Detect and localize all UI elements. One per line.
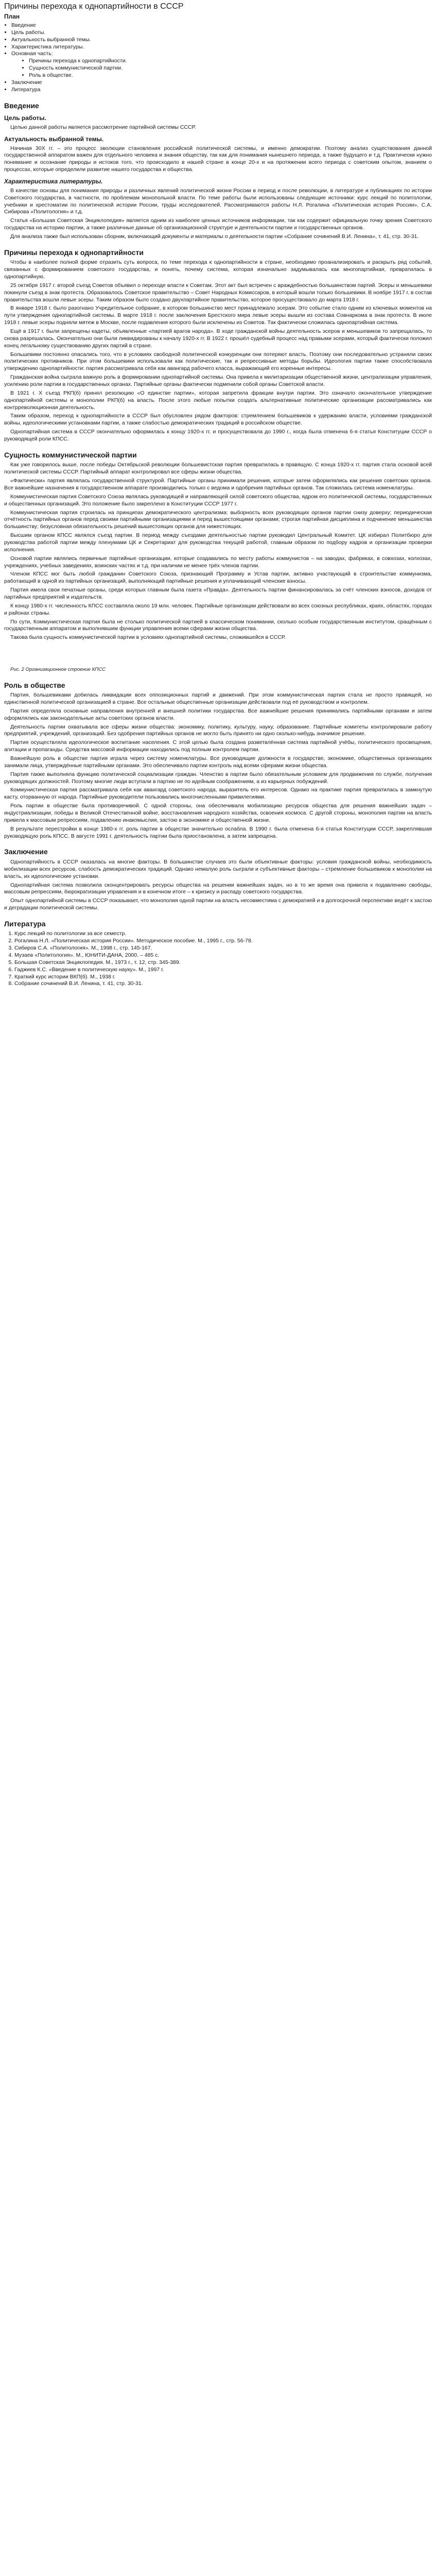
literature-item: 7. Краткий курс истории ВКП(б). М., 1938 г. — [14, 974, 432, 981]
role-paragraph: Роль партии в обществе была противоречивой. С одной стороны, она обеспечивала мобилизацию ресурсов общества для решения важнейших задач – индустриализации, победы в Великой Отечественной войне, восстановления народного хозяйства, освоения космоса. С другой стороны, монополия партии на власть привела к массовым репрессиям, подавлению инакомыслия, застою в экономике и общественной жизни. — [4, 803, 432, 823]
intro-heading: Введение — [4, 101, 39, 110]
literature-heading: Литература — [4, 919, 46, 928]
main-paragraph: Однопартийная система в СССР окончательно оформилась к концу 1920-х гг. и просуществовала до 1990 г., когда была отменена 6-я статья Конституции СССР о руководящей роли КПСС. — [4, 429, 432, 443]
role-paragraph: Партия также выполняла функцию политической социализации граждан. Членство в партии было обязательным условием для продвижения по службе, получения руководящих должностей. Поэтому многие люди вступали в партию не по идейным соображениям, а из карьерных побуждений. — [4, 771, 432, 785]
literature-item: 2. Рогалина Н.Л. «Политическая история России». Методическое пособие. М., 1995 г., стр. 56-78. — [14, 938, 432, 945]
plan-item: • Введение — [11, 22, 432, 29]
role-paragraph: Партия определяла основные направления внутренней и внешней политики государства. Все важнейшие решения принимались партийными органами и затем оформлялись как законодательные акты советских органов власти. — [4, 707, 432, 721]
role-heading: Роль в обществе — [4, 681, 65, 689]
literature-review-paragraph: В качестве основы для понимания природы и различных явлений политической жизни России в период и после революции, в литературе и публикациях по истории Советского государства, в частности, по проблемам монопольной власти. По теме работы были использованы следующие источники: курс лекций по политологии, учебники и хрестоматии по политической истории России, труды исследователей. Рассматриваются работы Н.Л. Рогалина «Политическая история России», С.А. Сибирова «Политология» и т.д. — [4, 187, 432, 215]
literature-item: 6. Гаджиев К.С. «Введение в политическую науку». М., 1997 г. — [14, 967, 432, 974]
main-section — [4, 259, 432, 443]
plan-item: • Характеристика литературы. — [11, 44, 432, 51]
literature-item: 5. Большая Советская Энциклопедия. М., 1973 г., т. 12, стр. 345-389. — [14, 959, 432, 967]
role-paragraph: Партия осуществляла идеологическое воспитание населения. С этой целью была создана разветвлённая система партийной учёбы, политического просвещения, агитации и пропаганды. Средства массовой информации находились под полным контролем партии. — [4, 739, 432, 753]
conclusion-paragraph: Однопартийность в СССР оказалась на многие факторы. В большинстве случаев это были объективные факторы: условия гражданской войны, необходимость мобилизации всех ресурсов, слабость демократических традиций. Однако немалую роль сыграли и субъективные факторы – стремление большевиков к монополии на власть, их идеологические установки. — [4, 858, 432, 879]
plan-item: • Актуальность выбранной темы. — [11, 37, 432, 44]
main-paragraph: Большевики постоянно опасались того, что в условиях свободной политической конкуренции они потеряют власть. Поэтому они последовательно устраняли своих политических противников. При этом большевики использовали как политические, так и репрессивные методы борьбы. Идеология партии также способствовала утверждению однопартийности: партия рассматривала себя как авангард рабочего класса, выражающий его коренные интересы. — [4, 351, 432, 372]
literature-item: 8. Собрание сочинений В.И. Ленина, т. 41, стр. 30-31. — [14, 980, 432, 988]
plan-item: • Заключение — [11, 79, 432, 87]
role-paragraph: Важнейшую роль в обществе партия играла через систему номенклатуры. Все руководящие должности в государстве, экономике, общественных организациях занимали лица, утверждённые партийными органами. Это обеспечивало партии контроль над всеми сферами жизни общества. — [4, 755, 432, 769]
essence-paragraph: Коммунистическая партия строилась на принципах демократического централизма: выборность всех руководящих органов партии снизу доверху; периодическая отчётность партийных органов перед своими партийными организациями и перед вышестоящими органами; строгая партийная дисциплина и подчинение меньшинства большинству; безусловная обязательность решений вышестоящих органов для нижестоящих. — [4, 509, 432, 530]
main-paragraph: Чтобы в наиболее полной форме отразить суть вопроса, по теме перехода к однопартийности в стране, необходимо проанализировать и раскрыть ряд событий, связанных с формированием советского государства, и понять, почему система, которая изначально задумывалась как многопартийная, превратилась в однопартийную. — [4, 259, 432, 280]
main-paragraph: 25 октября 1917 г. второй съезд Советов объявил о переходе власти к Советам. Этот акт был встречен с враждебностью большинством партий. Эсеры и меньшевики покинули съезд в знак протеста. Образовалось Советское правительство – Совет Народных Комиссаров, в который вошли только большевики. В ноябре 1917 г. в состав правительства вошли левые эсеры. Таким образом было создано двухпартийное правительство, которое просуществовало до марта 1918 г. — [4, 282, 432, 303]
relevance-text: Начиная 30Х гг. – это процесс эволюции становления российской политической системы, и именно демократии. Поэтому анализ существования данной государственной аппаратом важен для отдельного человека и знания обществу, так как для понимания нынешнего периода, а также будущего и т.д. Практически нужно понимание и осознание природы и истоков того, что происходило в нашей стране в конце 20-х и на протяжении всего периода с советским опытом, знанием о процессах, которые определили развитие нашего государства и общества. — [4, 145, 432, 173]
essence-heading: Сущность коммунистической партии — [4, 450, 137, 459]
literature-item: 3. Сибиров С.А. «Политология». М., 1998 г., стр. 145-167. — [14, 945, 432, 952]
role-paragraph: В результате перестройки в конце 1980-х гг. роль партии в обществе значительно ослабла. В 1990 г. была отменена 6-я статья Конституции СССР, закреплявшая руководящую роль КПСС. В августе 1991 г. деятельность партии была приостановлена, а затем запрещена. — [4, 825, 432, 839]
literature-item: 1. Курс лекций по политологии за все семестр. — [14, 930, 432, 938]
role-section — [4, 692, 432, 840]
plan-item-label: Основная часть: — [11, 50, 53, 57]
goal-text: Целью данной работы является рассмотрение партийной системы СССР. — [10, 124, 196, 130]
essence-paragraph: Как уже говорилось выше, после победы Октябрьской революции большевистская партия превратилась в правящую. С конца 1920-х гг. партия стала основой всей политической системы СССР. Партийный аппарат контролировал все сферы жизни общества. — [4, 462, 432, 476]
main-paragraph: В январе 1918 г. было разогнано Учредительное собрание, в котором большинство мест принадлежало эсерам. Это событие стало одним из ключевых моментов на пути утверждения однопартийной системы. В марте 1918 г. после заключения Брестского мира левые эсеры вышли из состава Совнаркома в знак протеста. В июле 1918 г. левые эсеры подняли мятеж в Москве, после подавления которого были исключены из Советов. Так фактически сложилась однопартийная система. — [4, 305, 432, 326]
main-paragraph: Таким образом, переход к однопартийности в СССР был обусловлен рядом факторов: стремлением большевиков к удержанию власти, условиями гражданской войны, идеологическими установками партии, а также слабостью демократических традиций в российском обществе. — [4, 413, 432, 427]
main-heading: Причины перехода к однопартийности — [4, 248, 144, 257]
plan-heading: План — [4, 13, 20, 21]
goal-heading: Цель работы. — [4, 114, 46, 122]
main-paragraph: Гражданская война сыграла важную роль в формировании однопартийной системы. Она привела к милитаризации общественной жизни, централизации управления, усилению роли партии в государственных органах. Партийные органы фактически подменили собой органы Советской власти. — [4, 374, 432, 388]
document-page — [0, 0, 436, 994]
essence-paragraph: Членом КПСС мог быть любой гражданин Советского Союза, признающий Программу и Устав партии, активно участвующий в строительстве коммунизма, работающий в одной из партийных организаций, выполняющий партийные решения и уплачивающий членские взносы. — [4, 571, 432, 585]
plan-item — [11, 50, 432, 79]
essence-paragraph: К концу 1980-х гг. численность КПСС составляла около 19 млн. человек. Партийные организации действовали во всех союзных республиках, краях, областях, городах и районах страны. — [4, 602, 432, 616]
plan-subitem: • Причины перехода к однопартийности. — [29, 58, 432, 65]
role-paragraph: Коммунистическая партия рассматривала себя как авангард советского народа, выразитель его интересов. Однако на практике партия превратилась в замкнутую касту, оторванную от народа. Партийные руководители пользовались многочисленными привилегиями. — [4, 787, 432, 801]
figure-placeholder — [4, 643, 432, 664]
essence-paragraph: Высшим органом КПСС являлся съезд партии. В период между съездами деятельностью партии руководил Центральный Комитет. ЦК избирал Политбюро для руководства работой партии между пленумами ЦК и Секретариат для руководства текущей работой, главным образом по подбору кадров и организации проверки исполнения. — [4, 532, 432, 553]
relevance-heading: Актуальность выбранной темы. — [4, 135, 104, 143]
plan-item: • Литература — [11, 87, 432, 94]
figure-caption: Рис. 2 Организационное строение КПСС — [10, 667, 106, 673]
plan-subitem: • Роль в обществе. — [29, 72, 432, 79]
literature-list — [4, 930, 432, 988]
literature-review-heading: Характеристика литературы. — [4, 177, 103, 185]
conclusion-section — [4, 859, 432, 912]
plan-sublist — [11, 58, 432, 79]
role-paragraph: Партия, большевиками добилась ликвидации всех оппозиционных партий и движений. При этом коммунистическая партия стала не просто правящей, но единственной политической организацией в стране. Все остальные общественные организации действовали под её руководством и контролем. — [4, 692, 432, 705]
plan-subitem: • Сущность коммунистической партии. — [29, 65, 432, 72]
plan-item: • Цель работы. — [11, 29, 432, 37]
plan-list — [4, 22, 432, 94]
essence-section — [4, 462, 432, 673]
main-paragraph: В 1921 г. X съезд РКП(б) принял резолюцию «О единстве партии», которая запретила фракции внутри партии. Это означало окончательное утверждение однопартийной системы и монополии РКП(б) на власть. После этого любые попытки создать альтернативные политические организации рассматривались как контрреволюционная деятельность. — [4, 389, 432, 411]
essence-paragraph: Коммунистическая партия Советского Союза являлась руководящей и направляющей силой советского общества, ядром его политической системы, государственных и общественных организаций. Это положение было закреплено в Конституции СССР 1977 г. — [4, 493, 432, 507]
conclusion-heading: Заключение — [4, 848, 48, 856]
literature-review-paragraph: Для анализа также был использован сборник, включающий документы и материалы о деятельности партии «Собрание сочинений В.И. Ленина», т. 41, стр. 30-31. — [10, 233, 419, 240]
essence-paragraph: Такова была сущность коммунистической партии в условиях однопартийной системы, сложившейся в СССР. — [10, 634, 286, 641]
essence-paragraph: По сути, Коммунистическая партия была не столько политической партией в классическом понимании, сколько особым государственным институтом, сращённым с государственным аппаратом и выполнявшим функции управления всеми сферами жизни общества. — [4, 618, 432, 632]
essence-paragraph: Основой партии являлись первичные партийные организации, которые создавались по месту работы коммунистов – на заводах, фабриках, в совхозах, колхозах, учреждениях, учебных заведениях, воинских частях и т.д. при наличии не менее трёх членов партии. — [4, 555, 432, 569]
essence-paragraph: «Фактически» партия являлась государственной структурой. Партийные органы принимали решения, которые затем оформлялись как решения советских органов. Все важнейшие назначения в государственном аппарате производились только с ведома и одобрения партийных органов. Так сложилась система номенклатуры. — [4, 478, 432, 491]
essence-paragraph: Партия имела свои печатные органы, среди которых главным была газета «Правда». Деятельность партии финансировалась за счёт членских взносов, доходов от партийных предприятий и издательств. — [4, 587, 432, 600]
conclusion-paragraph: Опыт однопартийной системы в СССР показывает, что монополия одной партии на власть несовместима с демократией и в долгосрочной перспективе ведёт к застою и деградации политической системы. — [4, 897, 432, 911]
conclusion-paragraph: Однопартийная система позволила сконцентрировать ресурсы общества на решении важнейших задач, но в то же время она привела к подавлению свободы, массовым репрессиям, бюрократизации управления и в конечном итоге – к кризису и распаду советского государства. — [4, 882, 432, 895]
main-paragraph: Ещё в 1917 г. были запрещены кадеты, объявленные «партией врагов народа». В ходе гражданской войны деятельность эсеров и меньшевиков то запрещалась, то снова разрешалась. Окончательно они были ликвидированы к началу 1920-х гг. В 1922 г. прошёл судебный процесс над правыми эсерами, который фактически положил конец легальному существованию других партий в стране. — [4, 328, 432, 349]
literature-item: 4. Музаев «Политология». М., ЮНИТИ-ДАНА, 2000. – 485 с. — [14, 952, 432, 959]
document-title: Причины перехода к однопартийности в СССР — [4, 2, 184, 11]
literature-review-paragraph: Статья «Большая Советская Энциклопедия» является одним из наиболее ценных источников информации, так как содержит официальную точку зрения Советского государства на историю партии, а также различные данные об организационной структуре и деятельности партии и государственных органов. — [4, 217, 432, 231]
role-paragraph: Деятельность партии охватывала все сферы жизни общества: экономику, политику, культуру, науку, образование. Партийные комитеты контролировали работу предприятий, учреждений, организаций. Без одобрения партийных органов не могло быть принято ни одно сколько-нибудь значимое решение. — [4, 723, 432, 737]
